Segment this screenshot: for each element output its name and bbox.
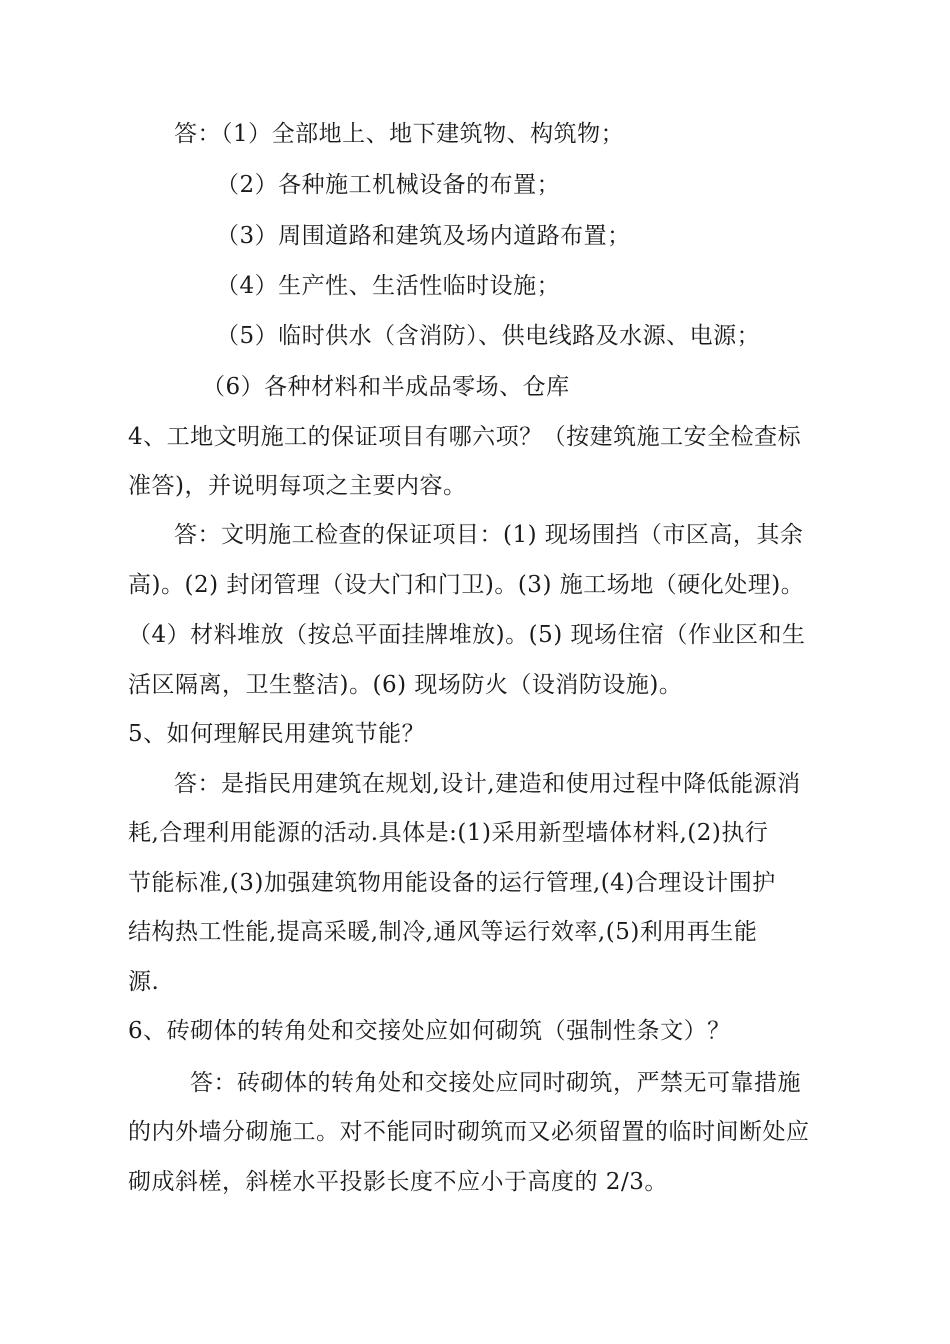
answer5-line-1: 答：是指民用建筑在规划,设计,建造和使用过程中降低能源消 xyxy=(174,771,801,797)
answer3-line-2: （2）各种施工机械设备的布置； xyxy=(216,172,561,198)
question6: 6、砖砌体的转角处和交接处应如何砌筑（强制性条文）？ xyxy=(128,1018,731,1044)
question5: 5、如何理解民用建筑节能？ xyxy=(128,721,426,747)
answer3-line-3: （3）周围道路和建筑及场内道路布置； xyxy=(216,223,631,249)
answer4-line-4: 活区隔离，卫生整洁)。(6) 现场防火（设消防设施)。 xyxy=(128,672,683,698)
answer3-line-4: （4）生产性、生活性临时设施； xyxy=(216,273,561,299)
answer5-line-4: 结构热工性能,提高采暖,制冷,通风等运行效率,(5)利用再生能 xyxy=(128,919,758,945)
answer5-line-5: 源. xyxy=(128,969,160,995)
answer5-line-2: 耗,合理利用能源的活动.具体是:(1)采用新型墙体材料,(2)执行 xyxy=(128,820,769,846)
answer3-line-1: 答：（1）全部地上、地下建筑物、构筑物； xyxy=(174,121,625,147)
answer6-line-1: 答：砖砌体的转角处和交接处应同时砌筑，严禁无可靠措施 xyxy=(190,1070,801,1096)
answer4-line-1: 答：文明施工检查的保证项目：(1) 现场围挡（市区高，其余 xyxy=(174,522,804,548)
answer3-line-6: （6）各种材料和半成品零场、仓库 xyxy=(202,374,570,400)
answer6-line-2: 的内外墙分砌施工。对不能同时砌筑而又必须留置的临时间断处应 xyxy=(128,1119,810,1145)
answer6-line-3: 砌成斜槎，斜槎水平投影长度不应小于高度的 2/3。 xyxy=(128,1169,668,1195)
question4-line-2: 准答)，并说明每项之主要内容。 xyxy=(128,473,467,499)
answer4-line-2: 高)。(2) 封闭管理（设大门和门卫)。(3) 施工场地（硬化处理)。 xyxy=(128,572,805,598)
answer5-line-3: 节能标准,(3)加强建筑物用能设备的运行管理,(4)合理设计围护 xyxy=(128,870,776,896)
answer3-line-5: （5）临时供水（含消防）、供电线路及水源、电源； xyxy=(216,323,761,349)
question4-line-1: 4、工地文明施工的保证项目有哪六项？（按建筑施工安全检查标 xyxy=(128,424,802,450)
answer4-line-3: （4）材料堆放（按总平面挂牌堆放)。(5) 现场住宿（作业区和生 xyxy=(128,622,806,648)
